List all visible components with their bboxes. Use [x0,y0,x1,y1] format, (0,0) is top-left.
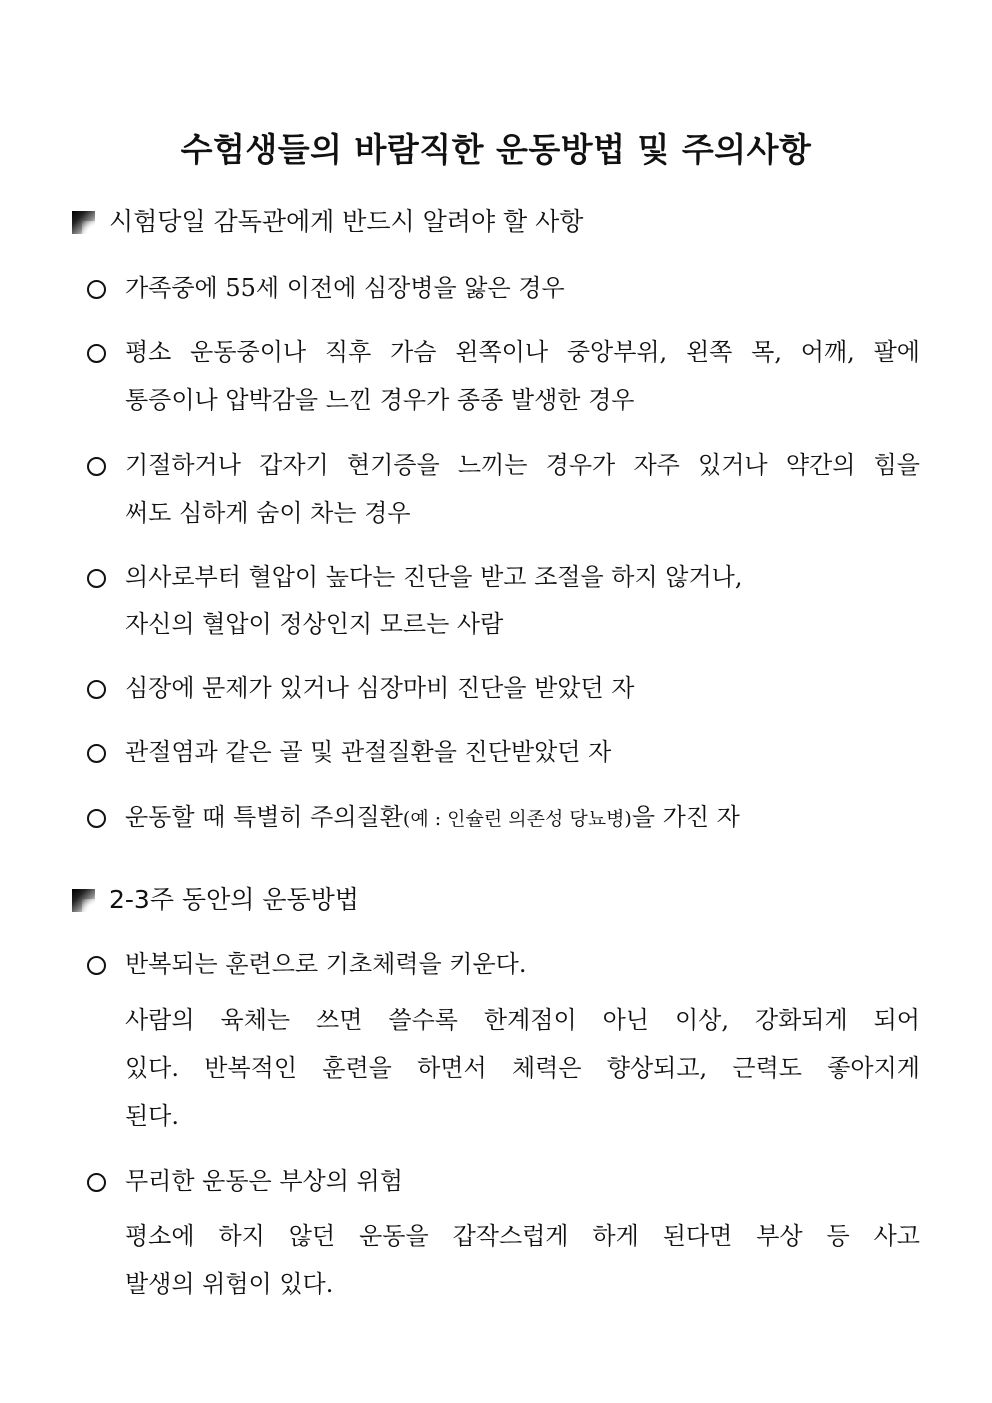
page-title: 수험생들의 바람직한 운동방법 및 주의사항 [180,130,812,170]
paragraph-line: 발생의 위험이 있다. [125,1270,334,1298]
gradient-square-icon [72,211,95,234]
section-heading-exercise-method [72,884,359,916]
section-heading-label: 2-3주 동안의 운동방법 [109,885,359,914]
paragraph-line: 사람의 육체는 쓰면 쓸수록 한계점이 아닌 이상, 강화되게 되어 [125,1006,920,1034]
circle-bullet-icon [87,344,106,363]
list-item-note: (예 : 인슐린 의존성 당뇨병) [402,808,632,830]
list-item-continuation: 자신의 혈압이 정상인지 모르는 사람 [125,610,504,638]
list-item [125,800,740,836]
list-item: 반복되는 훈련으로 기초체력을 키운다. [125,950,527,978]
list-item: 평소 운동중이나 직후 가슴 왼쪽이나 중앙부위, 왼쪽 목, 어깨, 팔에 [125,338,920,366]
paragraph-line: 있다. 반복적인 훈련을 하면서 체력은 향상되고, 근력도 좋아지게 [125,1054,920,1082]
paragraph-line: 된다. [125,1102,179,1130]
circle-bullet-icon [87,680,106,699]
gradient-square-icon [72,889,95,912]
circle-bullet-icon [87,956,106,975]
list-item: 관절염과 같은 골 및 관절질환을 진단받았던 자 [125,738,612,766]
list-item: 의사로부터 혈압이 높다는 진단을 받고 조절을 하지 않거나, [125,563,743,591]
circle-bullet-icon [87,809,106,828]
section-heading-exam-day [72,206,583,238]
section-heading-label: 시험당일 감독관에게 반드시 알려야 할 사항 [109,207,584,236]
list-item-continuation: 통증이나 압박감을 느낀 경우가 종종 발생한 경우 [125,386,635,414]
circle-bullet-icon [87,744,106,763]
circle-bullet-icon [87,280,106,299]
list-item: 가족중에 55세 이전에 심장병을 앓은 경우 [125,274,565,302]
circle-bullet-icon [87,1173,106,1192]
list-item-text: 을 가진 자 [631,803,740,831]
circle-bullet-icon [87,569,106,588]
circle-bullet-icon [87,457,106,476]
list-item: 기절하거나 갑자기 현기증을 느끼는 경우가 자주 있거나 약간의 힘을 [125,451,920,479]
list-item: 심장에 문제가 있거나 심장마비 진단을 받았던 자 [125,674,635,702]
paragraph-line: 평소에 하지 않던 운동을 갑작스럽게 하게 된다면 부상 등 사고 [125,1222,920,1250]
list-item-continuation: 써도 심하게 숨이 차는 경우 [125,499,411,527]
list-item-text: 운동할 때 특별히 주의질환 [125,803,403,831]
list-item: 무리한 운동은 부상의 위험 [125,1167,403,1195]
